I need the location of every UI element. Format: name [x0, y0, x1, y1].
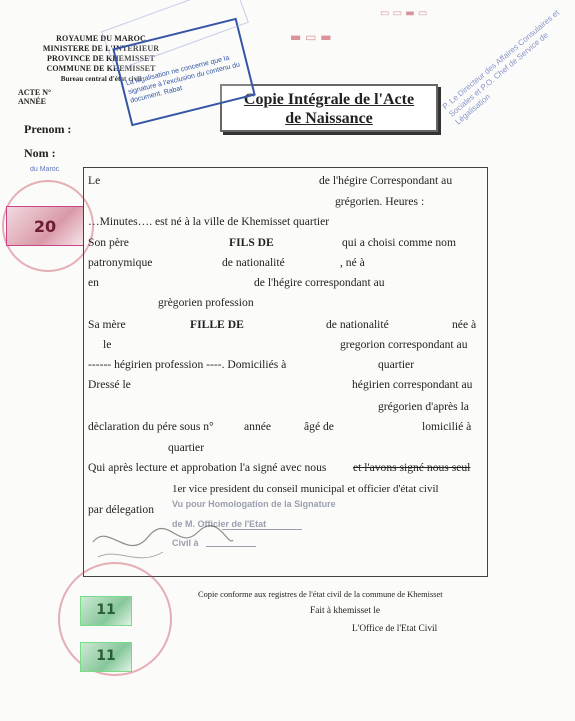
fiscal-stamp-value: 20 [33, 217, 57, 236]
fiscal-stamp [6, 206, 84, 246]
homologation-text: Vu pour Homologation de la Signature [172, 499, 336, 509]
body-line-9a: le [103, 338, 112, 351]
body-line-8d: née à [452, 318, 477, 331]
body-line-5a: patronymique [88, 256, 153, 269]
body-line-16: 1er vice president du conseil municipal et officier d'état civil [172, 483, 439, 495]
header-province: PROVINCE DE KHEMISSET [47, 54, 155, 63]
body-line-10a: ------ hégirien profession ----. Domiciliés à [88, 358, 287, 371]
certification-line-2: Fait à khemisset le [310, 606, 381, 616]
body-line-13d: lomicilié à [422, 420, 472, 433]
fiscal-stamp-3 [80, 642, 132, 672]
title-line-1: Copie Intégrale de l'Acte [243, 91, 415, 108]
body-line-4b: FILS DE [229, 236, 274, 249]
body-line-6b: de l'hégire correspondant au [254, 276, 385, 289]
body-line-13a: dèclaration du pére sous n° [88, 420, 214, 433]
header-bureau: Bureau central d'état civil [60, 75, 142, 83]
body-line-11b: hégirien correspondant au [352, 378, 473, 391]
header-kingdom: ROYAUME DU MAROC [56, 34, 146, 43]
fiscal-stamp-2 [80, 596, 132, 626]
body-line-9b: gregorion correspondant au [340, 338, 468, 351]
legalisation-stamp-text: La légalisation ne concerne que la signature à l'exclusion du contenu du document. Rabat [125, 54, 241, 105]
body-line-1b: de l'hégire Correspondant au [319, 174, 453, 187]
certification-line-3: L'Office de l'Etat Civil [352, 624, 438, 634]
body-line-17: par délegation [88, 503, 154, 516]
certification-line-1: Copie conforme aux registres de l'état civil de la commune de Khemisset [198, 590, 443, 599]
nom-label: Nom : [24, 146, 56, 160]
red-stamp-top: ▭ ▭ ▬ ▭ ▬ ▭ ▬ [290, 8, 428, 44]
annee-label: ANNÉE [18, 97, 47, 106]
seal-text: du Maroc [30, 166, 60, 173]
body-line-15b: et l'avons signé nous seul [353, 461, 471, 474]
header-commune: COMMUNE DE KHEMISSET [46, 64, 156, 73]
body-line-6a: en [88, 276, 99, 289]
body-line-8b: FILLE DE [190, 318, 244, 331]
civil-text: Civil à [172, 538, 199, 548]
body-line-3: …Minutes…. est né à la ville de Khemisset quartier [88, 215, 330, 228]
prenom-label: Prenom : [24, 122, 72, 136]
body-line-11a: Dressé le [88, 378, 131, 391]
fiscal-stamp-3-value: 11 [96, 648, 116, 664]
header-ministry: MINISTERE DE L'INTERIEUR [42, 44, 160, 53]
fiscal-stamp-2-value: 11 [96, 602, 116, 618]
body-line-8a: Sa mère [88, 318, 126, 331]
body-line-13b: année [244, 420, 272, 433]
officier-text: de M. Officier de l'Etat [172, 519, 267, 529]
body-line-1a: Le [88, 174, 101, 187]
body-line-15a: Qui après lecture et approbation l'a signé avec nous [88, 461, 327, 474]
acte-label: ACTE N° [18, 88, 52, 97]
consular-stamp-text: P. Le Directeur des Affaires Consulaires et Sociales et P.O. Chef de Service de Légalisation [440, 8, 562, 127]
body-line-13c: âgé de [304, 420, 334, 433]
body-line-10b: quartier [378, 358, 415, 371]
title-line-2: de Naissance [285, 110, 373, 127]
body-line-14: quartier [168, 441, 205, 454]
body-line-2: grégorien. Heures : [335, 195, 425, 208]
body-line-5c: , né à [340, 256, 365, 269]
body-line-8c: de nationalité [326, 318, 389, 331]
body-line-4c: qui a choisi comme nom [342, 236, 456, 249]
body-line-12: grégorien d'après la [378, 400, 469, 413]
body-line-5b: de nationalité [222, 256, 285, 269]
body-line-7: grègorien profession [158, 296, 254, 309]
body-line-4a: Son père [88, 236, 129, 249]
